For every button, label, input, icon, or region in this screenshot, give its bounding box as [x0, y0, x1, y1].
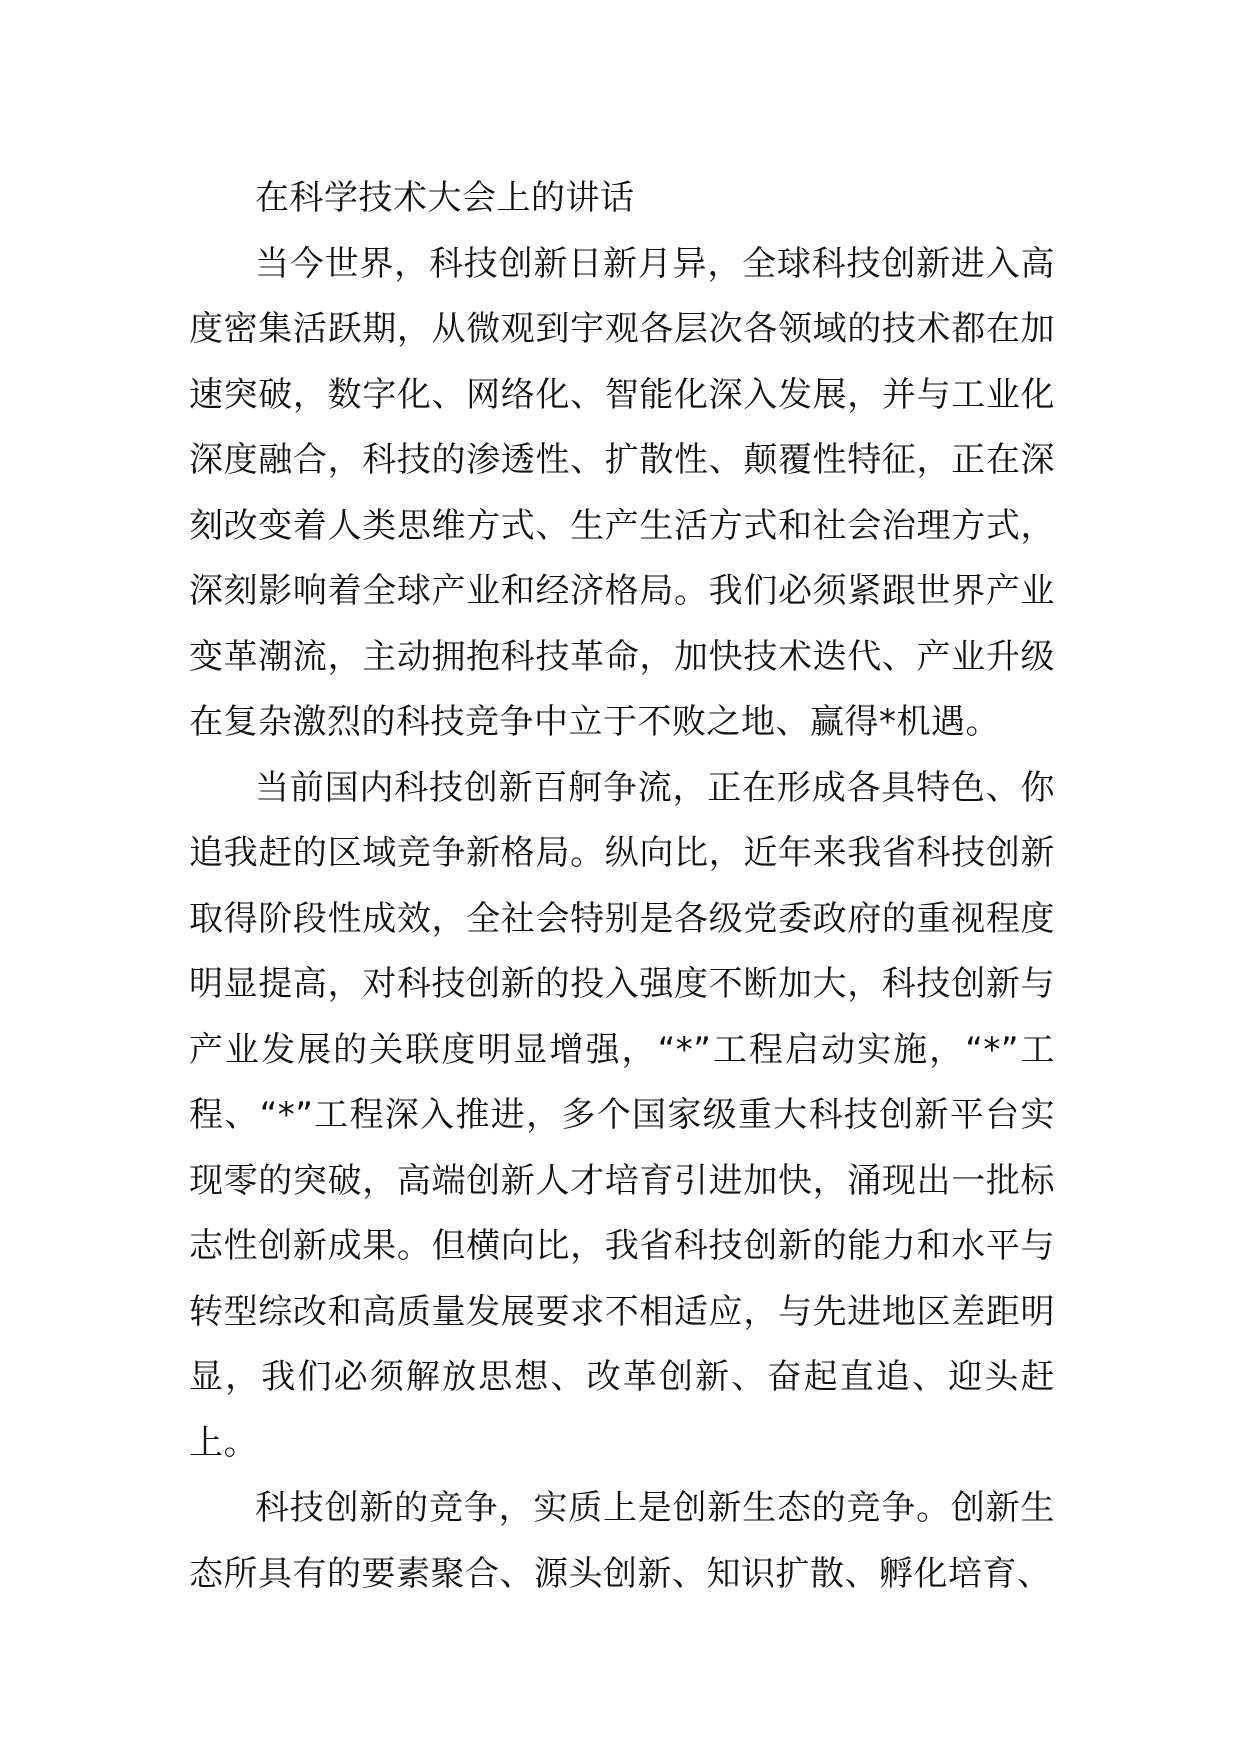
document-body: [189, 166, 1055, 1607]
paragraph-innovation-ecosystem: 科技创新的竞争，实质上是创新生态的竞争。创新生态所具有的要素聚合、源头创新、知识扩散、孵化培育、: [189, 1488, 1055, 1594]
paragraph-global-tech: 当今世界，科技创新日新月异，全球科技创新进入高度密集活跃期，从微观到宇观各层次各领域的技术都在加速突破，数字化、网络化、智能化深入发展，并与工业化深度融合，科技的渗透性、扩散性、颠覆性特征，正在深刻改变着人类思维方式、生产生活方式和社会治理方式，深刻影响着全球产业和经济格局。我们必须紧跟世界产业变革潮流，主动拥抱科技革命，加快技术迭代、产业升级在复杂激烈的科技竞争中立于不败之地、赢得*机遇。: [189, 243, 1055, 742]
speech-title: 在科学技术大会上的讲话: [255, 178, 635, 218]
paragraph-domestic-tech: 当前国内科技创新百舸争流，正在形成各具特色、你追我赶的区域竞争新格局。纵向比，近年来我省科技创新取得阶段性成效，全社会特别是各级党委政府的重视程度明显提高，对科技创新的投入强度不断加大，科技创新与产业发展的关联度明显增强，“*”工程启动实施，“*”工程、“*”工程深入推进，多个国家级重大科技创新平台实现零的突破，高端创新人才培育引进加快，涌现出一批标志性创新成果。但横向比，我省科技创新的能力和水平与转型综改和高质量发展要求不相适应，与先进地区差距明显，我们必须解放思想、改革创新、奋起直追、迎头赶上。: [189, 767, 1055, 1463]
